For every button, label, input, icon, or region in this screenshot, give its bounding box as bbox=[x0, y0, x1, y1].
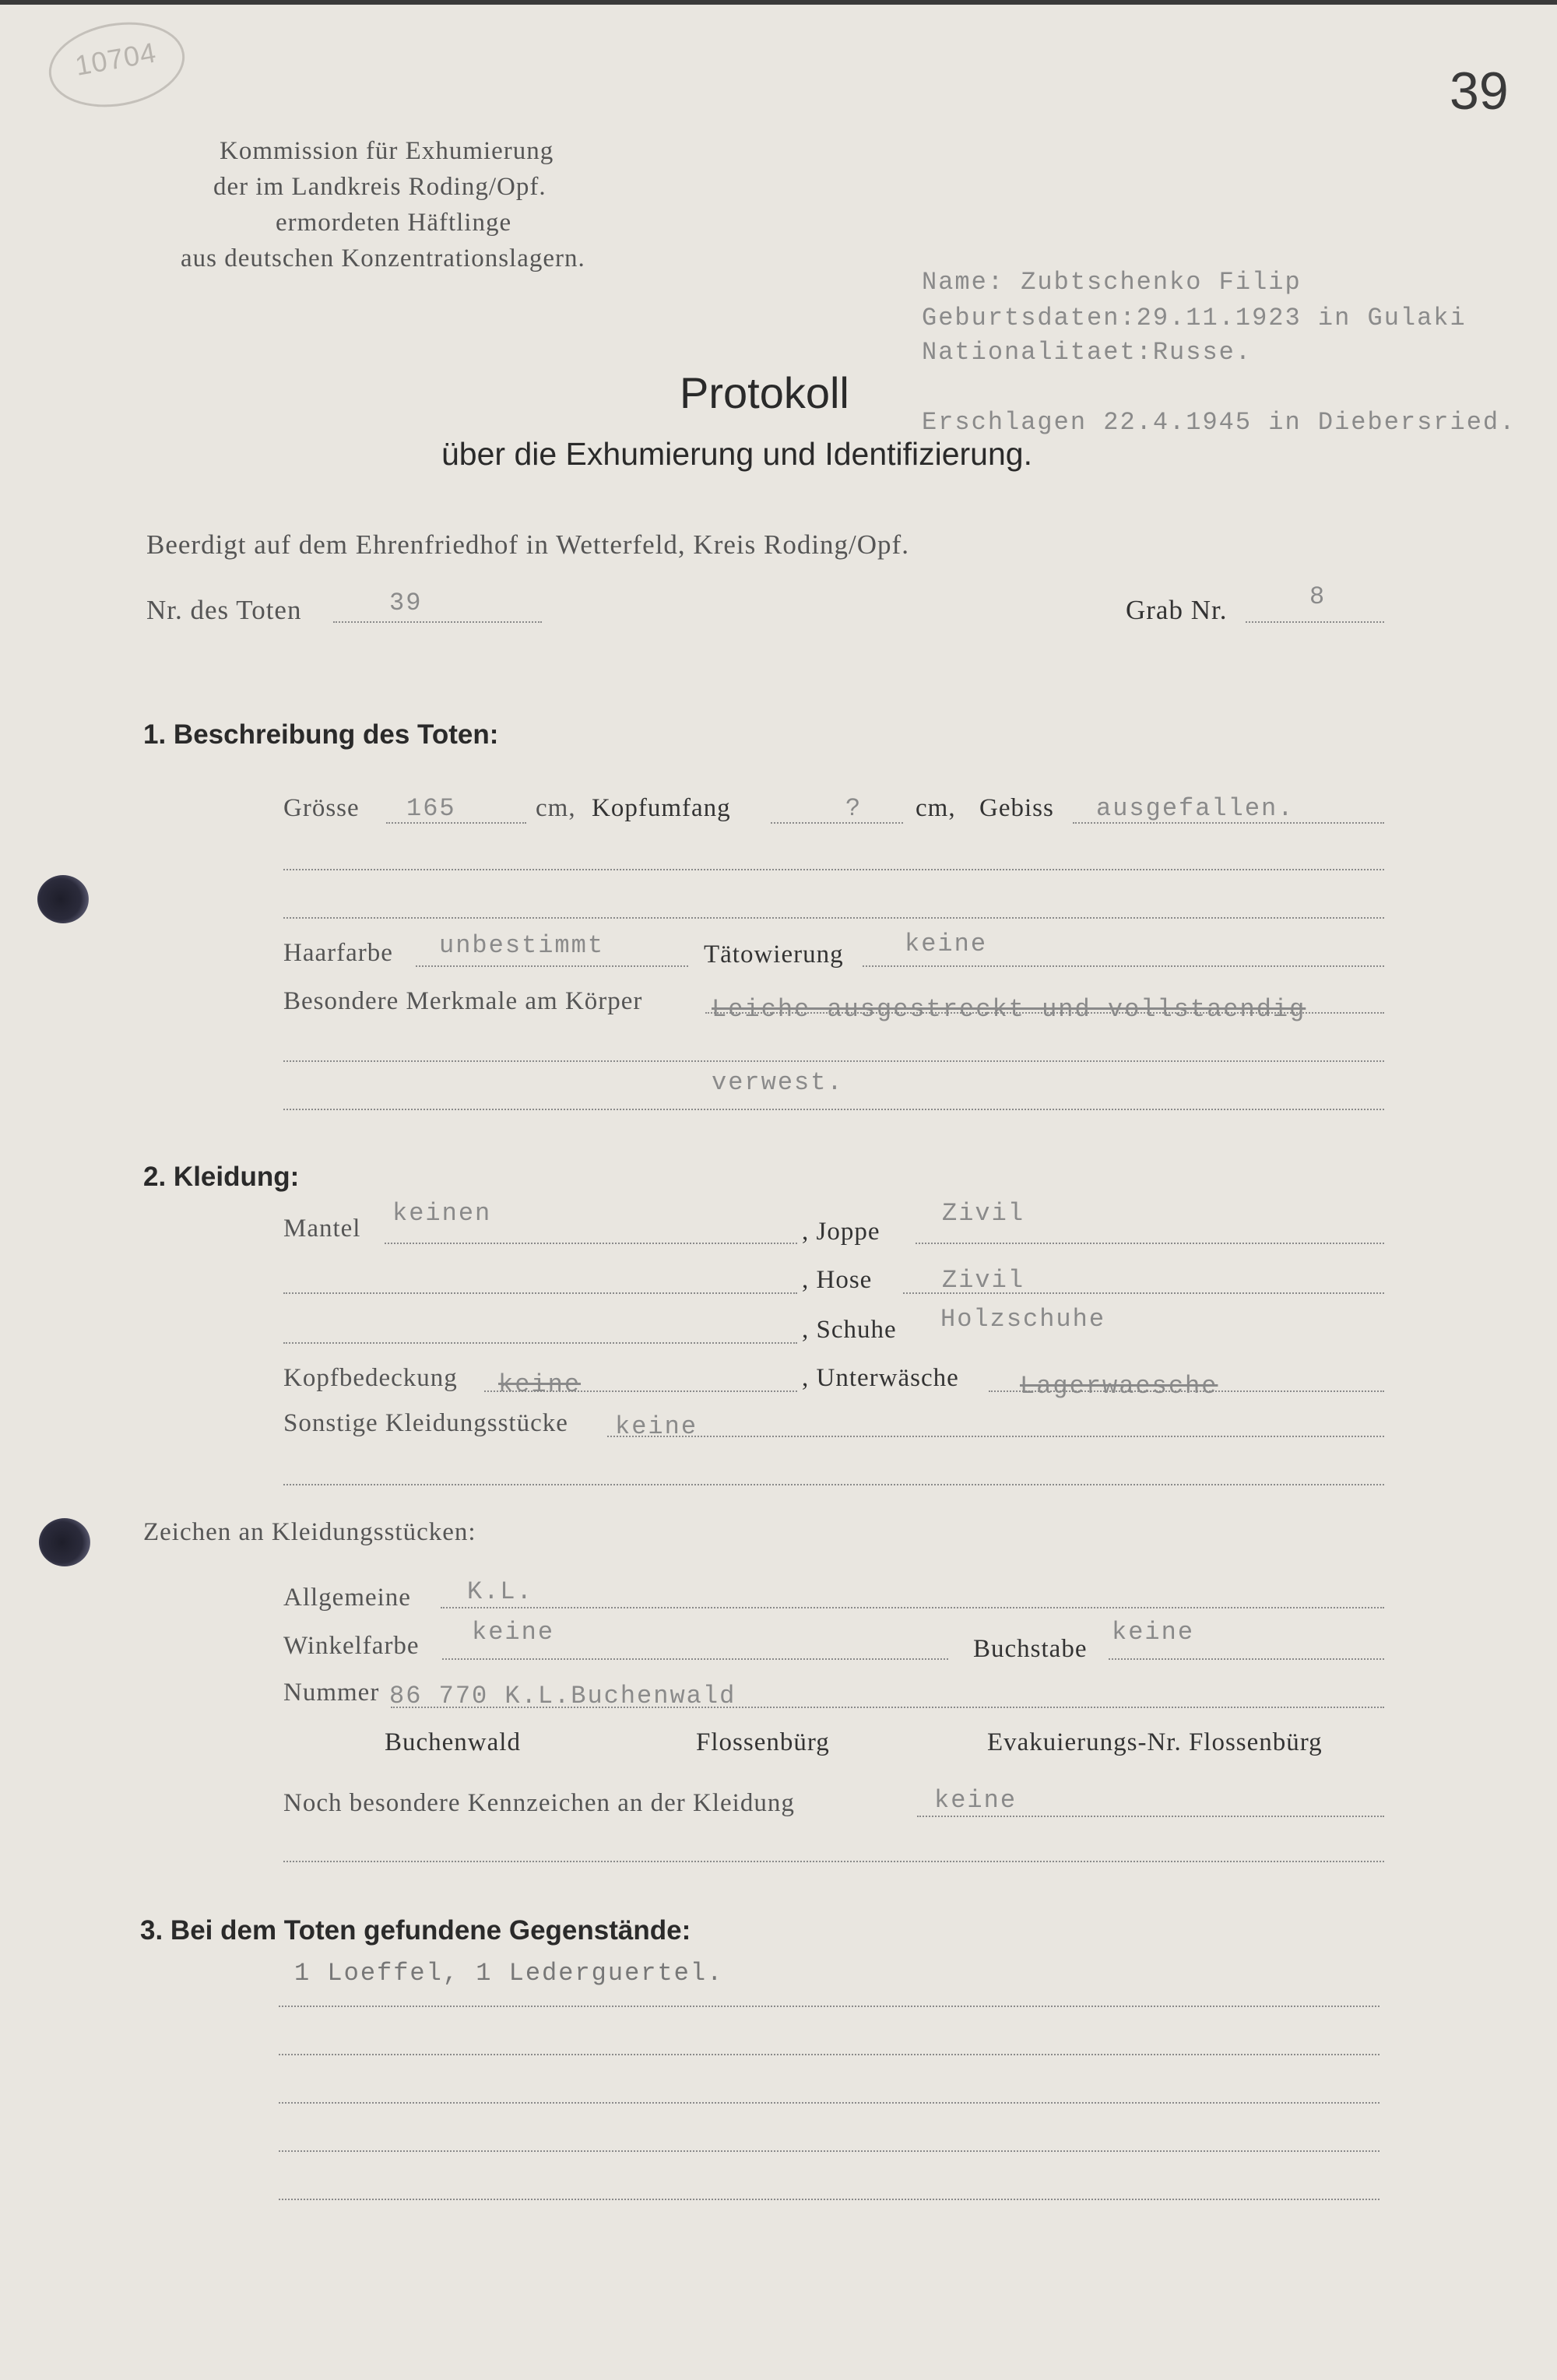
column-flossenbuerg: Flossenbürg bbox=[696, 1728, 830, 1756]
headwear-label: Kopfbedeckung bbox=[283, 1364, 458, 1392]
victim-name: Name: Zubtschenko Filip bbox=[922, 268, 1302, 297]
clothing-marks-heading: Zeichen an Kleidungsstücken: bbox=[143, 1518, 476, 1546]
other-marks-value: keine bbox=[934, 1786, 1017, 1815]
letter-value: keine bbox=[1112, 1618, 1195, 1647]
victim-nationality: Nationalitaet:Russe. bbox=[922, 338, 1253, 367]
underwear-value: Lagerwaesche bbox=[1020, 1372, 1218, 1401]
victim-birth: Geburtsdaten:29.11.1923 in Gulaki bbox=[922, 304, 1467, 332]
grave-label: Grab Nr. bbox=[1126, 595, 1228, 625]
column-evacuation-number: Evakuierungs-Nr. Flossenbürg bbox=[987, 1728, 1323, 1756]
jacket-label: , Joppe bbox=[802, 1218, 880, 1246]
commission-line-1: Kommission für Exhumierung bbox=[220, 137, 554, 165]
other-clothing-value: keine bbox=[615, 1412, 698, 1441]
height-value: 165 bbox=[406, 794, 456, 823]
section-3-heading: 3. Bei dem Toten gefundene Gegenstände: bbox=[140, 1915, 691, 1946]
tattoo-label: Tätowierung bbox=[704, 940, 844, 969]
headwear-value: keine bbox=[498, 1370, 582, 1399]
height-unit: cm, bbox=[536, 794, 576, 822]
general-marks-label: Allgemeine bbox=[283, 1584, 411, 1612]
commission-line-4: aus deutschen Konzentrationslagern. bbox=[181, 244, 585, 272]
angle-color-value: keine bbox=[472, 1618, 555, 1647]
general-marks-value: K.L. bbox=[467, 1577, 533, 1606]
page-number: 39 bbox=[1450, 62, 1509, 121]
other-clothing-label: Sonstige Kleidungsstücke bbox=[283, 1409, 568, 1437]
coat-value: keinen bbox=[392, 1199, 492, 1228]
document-subtitle: über die Exhumierung und Identifizierung. bbox=[441, 436, 1032, 472]
prisoner-number-label: Nummer bbox=[283, 1679, 380, 1707]
teeth-value: ausgefallen. bbox=[1096, 794, 1295, 823]
head-circumference-value: ? bbox=[845, 794, 863, 823]
height-label: Grösse bbox=[283, 794, 360, 822]
section-2-heading: 2. Kleidung: bbox=[143, 1162, 300, 1192]
angle-color-label: Winkelfarbe bbox=[283, 1632, 420, 1660]
column-buchenwald: Buchenwald bbox=[385, 1728, 521, 1756]
hair-color-label: Haarfarbe bbox=[283, 939, 393, 967]
punch-hole-bottom bbox=[39, 1518, 90, 1566]
tattoo-value: keine bbox=[905, 930, 988, 958]
punch-hole-top bbox=[37, 875, 89, 923]
letter-label: Buchstabe bbox=[973, 1635, 1088, 1663]
head-circumference-label: Kopfumfang bbox=[592, 794, 731, 822]
commission-line-3: ermordeten Häftlinge bbox=[276, 209, 512, 237]
head-circumference-unit: cm, bbox=[916, 794, 956, 822]
coat-label: Mantel bbox=[283, 1215, 361, 1243]
commission-line-2: der im Landkreis Roding/Opf. bbox=[213, 173, 547, 201]
dead-number-value: 39 bbox=[389, 589, 423, 617]
archive-stamp bbox=[42, 12, 192, 118]
grave-value: 8 bbox=[1309, 582, 1327, 611]
victim-killed: Erschlagen 22.4.1945 in Diebersried. bbox=[922, 408, 1517, 437]
scan-edge bbox=[0, 0, 1557, 5]
body-features-value-2: verwest. bbox=[712, 1068, 844, 1097]
shoes-label: , Schuhe bbox=[802, 1316, 897, 1344]
hair-color-value: unbestimmt bbox=[439, 931, 605, 960]
section-1-heading: 1. Beschreibung des Toten: bbox=[143, 719, 499, 750]
trousers-label: , Hose bbox=[802, 1266, 873, 1294]
jacket-value: Zivil bbox=[942, 1199, 1025, 1228]
prisoner-number-value: 86 770 K.L.Buchenwald bbox=[389, 1682, 736, 1710]
document-title: Protokoll bbox=[680, 368, 849, 417]
found-items-value: 1 Loeffel, 1 Lederguertel. bbox=[294, 1959, 724, 1988]
body-features-value-1: Leiche ausgestreckt und vollstaendig bbox=[712, 995, 1306, 1024]
other-marks-label: Noch besondere Kennzeichen an der Kleidung bbox=[283, 1789, 795, 1817]
underwear-label: , Unterwäsche bbox=[802, 1364, 959, 1392]
dead-number-label: Nr. des Toten bbox=[146, 595, 302, 625]
archive-stamp-number: 10704 bbox=[72, 36, 160, 82]
body-features-label: Besondere Merkmale am Körper bbox=[283, 987, 643, 1015]
trousers-value: Zivil bbox=[942, 1266, 1025, 1295]
teeth-label: Gebiss bbox=[979, 794, 1054, 822]
shoes-value: Holzschuhe bbox=[940, 1305, 1106, 1334]
burial-line: Beerdigt auf dem Ehrenfriedhof in Wetterfeld, Kreis Roding/Opf. bbox=[146, 529, 909, 560]
